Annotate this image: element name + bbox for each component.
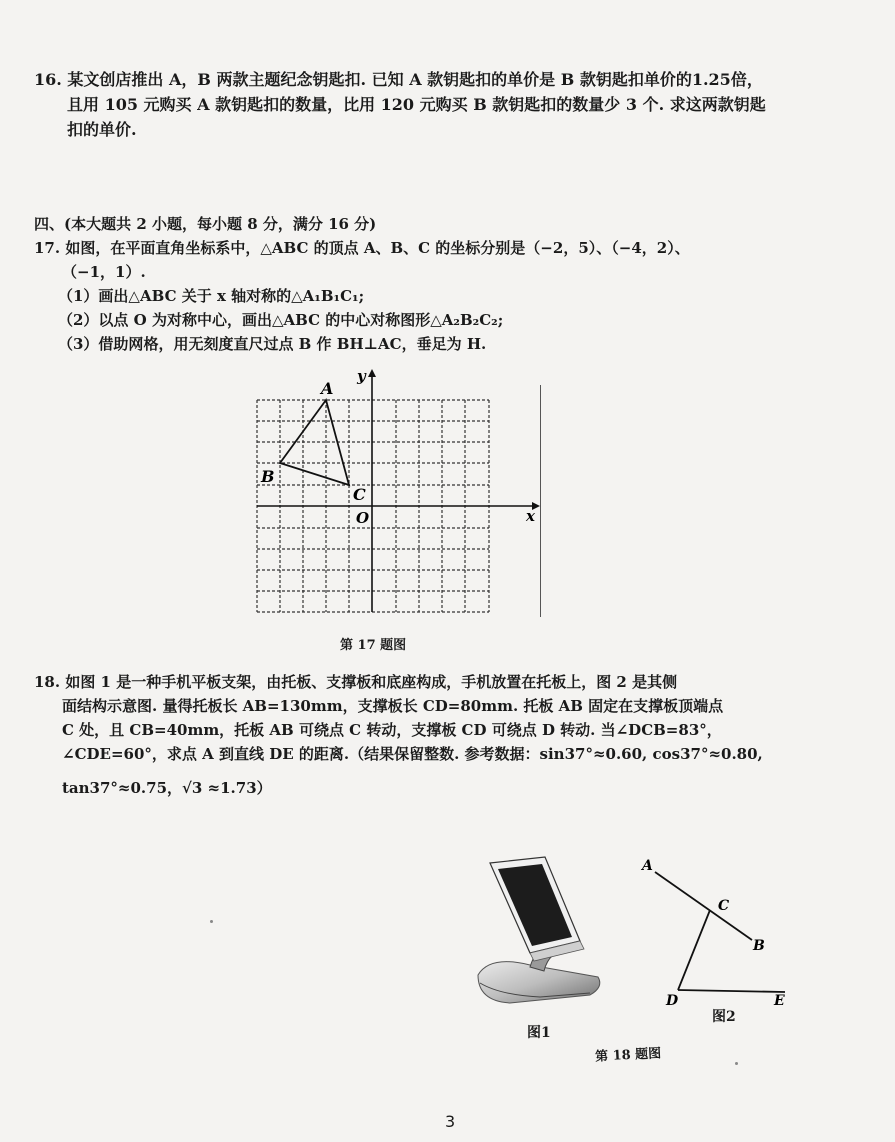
label-e: E xyxy=(774,993,785,1009)
scan-speck xyxy=(735,1062,738,1065)
label-c: C xyxy=(353,485,366,504)
fig2-caption: 图2 xyxy=(712,1009,736,1025)
q16-line-3: 扣的单价. xyxy=(67,120,137,139)
q17-coordinate-grid xyxy=(250,365,545,620)
q17-part-3: （3）借助网格，用无刻度直尺过点 B 作 BH⊥AC，垂足为 H. xyxy=(58,335,487,353)
label-a: A xyxy=(642,858,653,874)
q18-line-2: 面结构示意图. 量得托板长 AB=130mm，支撑板长 CD=80mm. 托板 AB 固定在支撑板顶端点 xyxy=(62,697,724,715)
label-a: A xyxy=(321,379,334,398)
label-b: B xyxy=(753,938,765,954)
divider-line xyxy=(540,385,541,617)
q18-line-1: 18. 如图 1 是一种手机平板支架，由托板、支撑板和底座构成，手机放置在托板上，图 2 是其侧 xyxy=(34,673,678,691)
q18-caption: 第 18 题图 xyxy=(594,1046,662,1065)
label-d: D xyxy=(666,993,679,1009)
q17-line-2: （−1，1）. xyxy=(62,263,146,281)
side-structure-diagram xyxy=(640,850,800,1020)
scan-speck xyxy=(210,920,213,923)
label-b: B xyxy=(261,467,275,486)
q17-caption: 第 17 题图 xyxy=(340,638,407,653)
page-number: 3 xyxy=(445,1112,456,1131)
q18-line-4: ∠CDE=60°，求点 A 到直线 DE 的距离.（结果保留整数. 参考数据：sin37°≈0.60, cos37°≈0.80, xyxy=(62,745,763,763)
label-y: y xyxy=(357,367,366,385)
q17-line-1: 17. 如图，在平面直角坐标系中，△ABC 的顶点 A、B、C 的坐标分别是（−2，5）、（−4，2）、 xyxy=(34,239,690,257)
q18-line-5: tan37°≈0.75，√3 ≈1.73） xyxy=(62,779,272,797)
label-c: C xyxy=(718,898,730,914)
q16-line-2: 且用 105 元购买 A 款钥匙扣的数量，比用 120 元购买 B 款钥匙扣的数量少 3 个. 求这两款钥匙 xyxy=(67,95,766,114)
fig1-caption: 图1 xyxy=(527,1025,551,1041)
label-o: O xyxy=(356,509,370,527)
section-heading: 四、(本大题共 2 小题，每小题 8 分，满分 16 分) xyxy=(34,215,377,233)
q18-line-3: C 处，且 CB=40mm，托板 AB 可绕点 C 转动，支撑板 CD 可绕点 D 转动. 当∠DCB=83°， xyxy=(62,721,722,739)
q17-part-1: （1）画出△ABC 关于 x 轴对称的△A₁B₁C₁; xyxy=(58,287,365,305)
q17-part-2: （2）以点 O 为对称中心，画出△ABC 的中心对称图形△A₂B₂C₂; xyxy=(58,311,504,329)
phone-stand-photo xyxy=(470,855,610,1015)
q16-line-1: 16. 某文创店推出 A，B 两款主题纪念钥匙扣. 已知 A 款钥匙扣的单价是 B 款钥匙扣单价的1.25倍， xyxy=(34,70,763,89)
label-x: x xyxy=(526,507,535,525)
